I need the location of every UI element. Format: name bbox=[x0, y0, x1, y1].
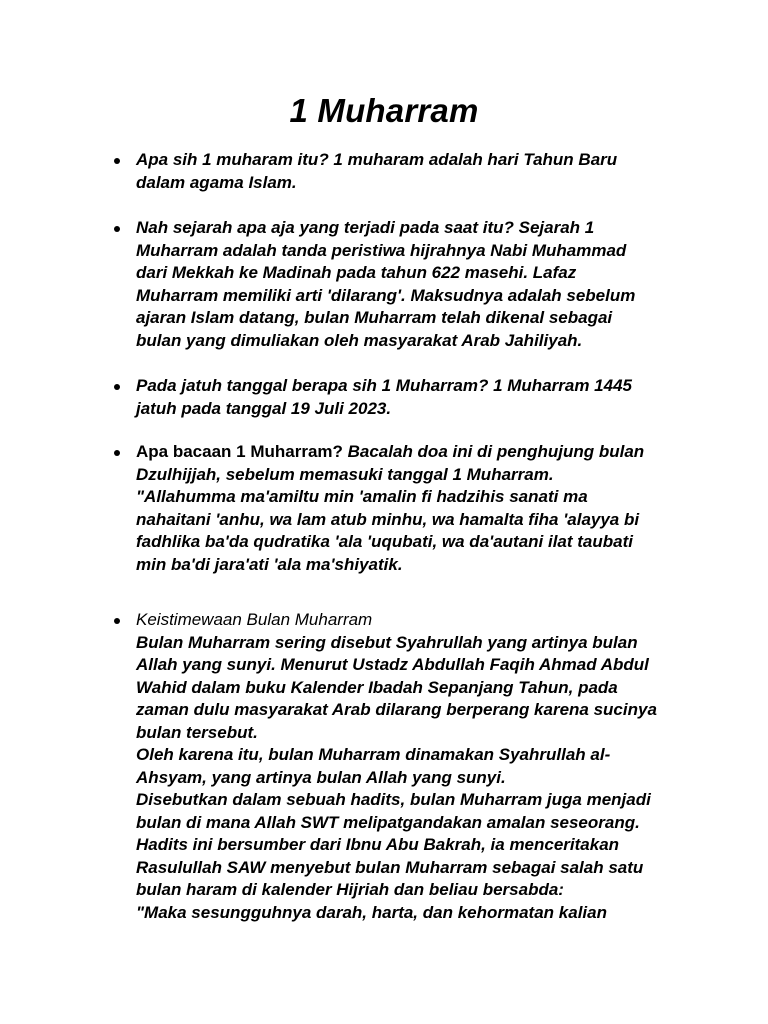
text-line: Ahsyam, yang artinya bulan Allah yang sunyi. bbox=[136, 767, 506, 787]
text-line: Rasulullah SAW menyebut bulan Muharram sebagai salah satu bbox=[136, 857, 644, 877]
bullet-icon bbox=[114, 384, 120, 390]
text-line: Muharram adalah tanda peristiwa hijrahnya Nabi Muhammad bbox=[136, 240, 627, 260]
text-line: zaman dulu masyarakat Arab dilarang berperang karena sucinya bbox=[136, 700, 657, 719]
text-line: Wahid dalam buku Kalender Ibadah Sepanjang Tahun, pada bbox=[136, 677, 618, 697]
text-line: bulan yang dimuliakan oleh masyarakat Arab Jahiliyah. bbox=[136, 330, 583, 350]
text-line: "Maka sesungguhnya darah, harta, dan kehormatan kalian bbox=[136, 902, 607, 922]
text-line: Nah sejarah apa aja yang terjadi pada saat itu? Sejarah 1 bbox=[136, 218, 595, 237]
text-line: Disebutkan dalam sebuah hadits, bulan Muharram juga menjadi bbox=[136, 790, 651, 809]
text-line: Dzulhijjah, sebelum memasuki tanggal 1 Muharram. bbox=[136, 464, 554, 484]
list-item bbox=[136, 441, 696, 576]
text-line: fadhlika ba'da qudratika 'ala 'uqubati, wa da'autani ilat taubati bbox=[136, 532, 633, 551]
bullet-icon bbox=[114, 226, 120, 232]
list-item bbox=[136, 609, 696, 924]
text-line: Pada jatuh tanggal berapa sih 1 Muharram? 1 Muharram 1445 bbox=[136, 376, 632, 395]
list-item bbox=[136, 149, 696, 194]
text-line bbox=[136, 441, 696, 464]
item-text: Bacalah doa ini di penghujung bulan bbox=[347, 442, 645, 461]
page-title: 1 Muharram bbox=[289, 92, 479, 129]
text-line: min ba'di jara'ati 'ala ma'shiyatik. bbox=[136, 554, 403, 574]
text-line: Allah yang sunyi. Menurut Ustadz Abdullah Faqih Ahmad Abdul bbox=[136, 655, 649, 674]
text-line: dari Mekkah ke Madinah pada tahun 622 masehi. Lafaz bbox=[136, 263, 577, 282]
text-line: dalam agama Islam. bbox=[136, 172, 297, 192]
text-line: Hadits ini bersumber dari Ibnu Abu Bakrah, ia menceritakan bbox=[136, 835, 620, 854]
bullet-icon bbox=[114, 158, 120, 164]
text-line: Muharram memiliki arti 'dilarang'. Maksudnya adalah sebelum bbox=[136, 285, 636, 305]
list-item bbox=[136, 217, 696, 352]
list-item bbox=[136, 375, 696, 420]
text-line: bulan di mana Allah SWT melipatgandakan amalan seseorang. bbox=[136, 812, 640, 832]
text-line: "Allahumma ma'amiltu min 'amalin fi hadzihis sanati ma bbox=[136, 487, 588, 506]
text-line: Bulan Muharram sering disebut Syahrullah yang artinya bulan bbox=[136, 632, 638, 652]
bullet-icon bbox=[114, 450, 120, 456]
section-heading: Keistimewaan Bulan Muharram bbox=[136, 610, 373, 629]
text-line: Apa sih 1 muharam itu? 1 muharam adalah hari Tahun Baru bbox=[136, 150, 618, 169]
text-line: bulan tersebut. bbox=[136, 722, 258, 742]
text-line: nahaitani 'anhu, wa lam atub minhu, wa hamalta fiha 'alayya bi bbox=[136, 509, 640, 529]
text-line: ajaran Islam datang, bulan Muharram telah dikenal sebagai bbox=[136, 308, 613, 327]
item-lead: Apa bacaan 1 Muharram? bbox=[136, 442, 348, 461]
text-line: bulan haram di kalender Hijriah dan beliau bersabda: bbox=[136, 880, 564, 899]
text-line: Oleh karena itu, bulan Muharram dinamakan Syahrullah al- bbox=[136, 745, 611, 764]
bullet-icon bbox=[114, 618, 120, 624]
text-line: jatuh pada tanggal 19 Juli 2023. bbox=[136, 398, 392, 418]
